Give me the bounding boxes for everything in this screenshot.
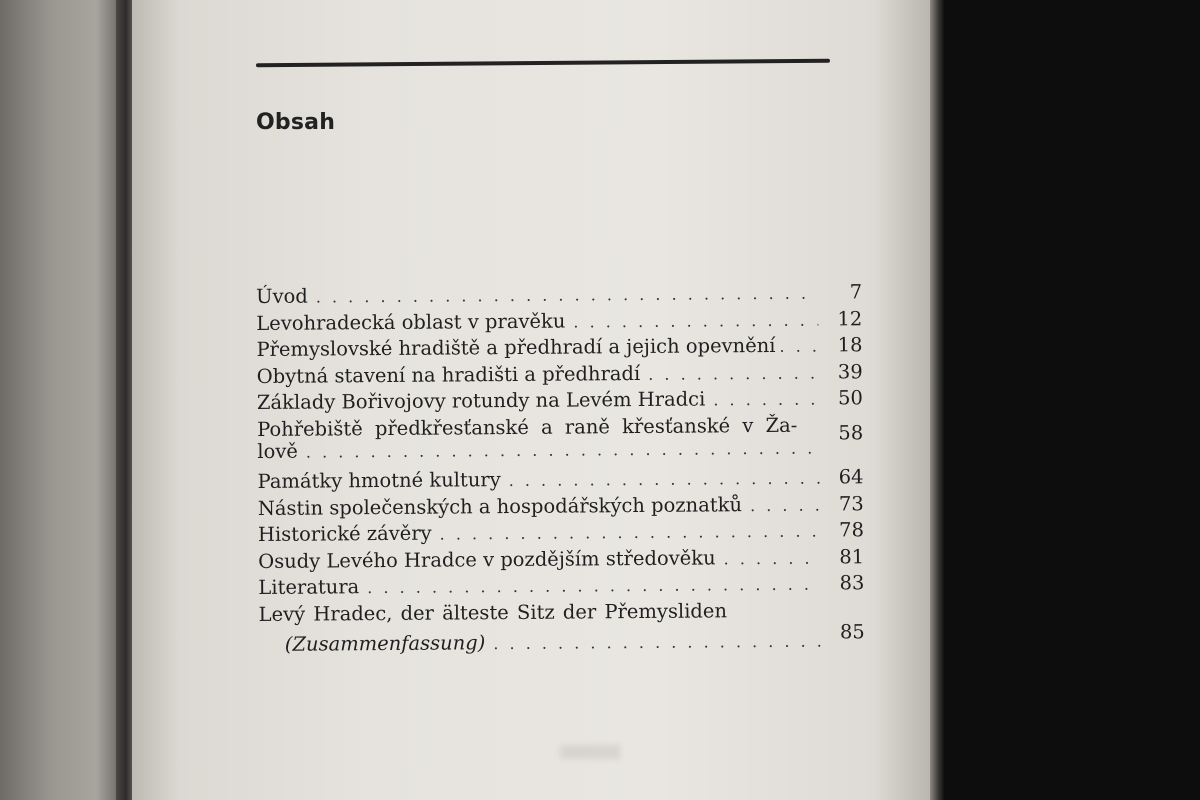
toc-entry-title: Základy Bořivojovy rotundy na Levém Hradci [256,387,706,415]
toc-entry-title: Nástin společenských a hospodářských poznatků [257,492,743,520]
toc-entry-title: Literatura [258,575,360,600]
toc-page-number: 83 [839,571,865,595]
toc-entry-continuation [259,620,865,658]
toc-page-number: 18 [837,333,863,357]
toc-page-number: 50 [837,386,864,410]
toc-page-number: 12 [837,306,863,331]
leader-dots [779,334,822,361]
toc-entry-title: Obytná stavení na hradišti a předhradí [256,361,641,388]
toc-page-number: 81 [839,544,865,569]
toc-entry-title: Úvod [256,284,308,308]
toc-entry-title: lově [257,439,298,463]
toc-page-number: 39 [837,360,863,384]
leader-dots [509,466,820,495]
toc-entry-title: Přemyslovské hradiště a předhradí a jejich opevnění [256,334,776,362]
leader-dots [306,436,820,467]
toc-entry [258,597,864,632]
toc-page-number: 7 [849,280,863,304]
show-through-text [560,745,620,759]
toc-entry-title: Pohřebiště předkřesťanské a raně křesťanské v Ža- [257,413,798,441]
toc-entry-title: Levohradecká oblast v pravěku [256,309,566,335]
toc-entry-title: Historické závěry [257,521,432,547]
toc-entry-title: Levý Hradec, der älteste Sitz der Přemysliden [258,599,728,626]
toc-entry-title: Osudy Levého Hradce v pozdějším středověku [258,546,716,573]
page-title: Obsah [256,110,336,135]
toc-page-number: 58 [838,421,864,445]
leader-dots [648,360,819,388]
left-page [0,0,128,800]
page-edge [930,0,944,800]
toc-entry-title: Památky hmotné kultury [257,468,501,493]
toc-page-number: 64 [838,465,864,489]
leader-dots [750,492,820,519]
toc-entry-title: (Zusammenfassung) [284,631,486,656]
table-of-contents [256,279,865,658]
toc-page-number: 85 [839,620,865,644]
leader-dots [493,629,821,658]
toc-page-number: 73 [838,491,864,515]
leader-dots [724,545,821,572]
leader-dots [573,307,818,336]
toc-page-number: 78 [839,518,865,542]
leader-dots [713,387,819,414]
